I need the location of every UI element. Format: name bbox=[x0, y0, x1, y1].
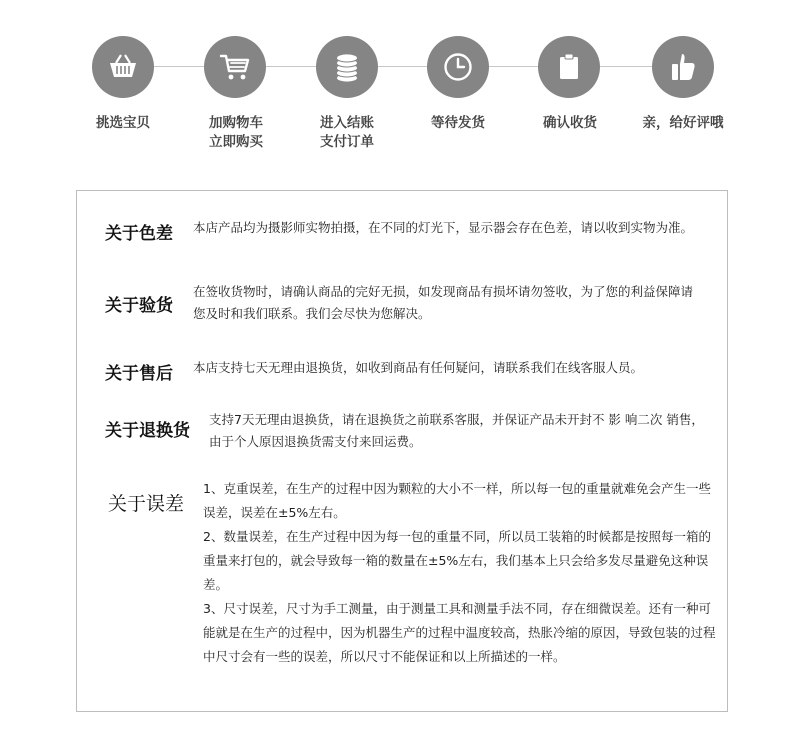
step-label-1: 挑选宝贝 bbox=[96, 115, 150, 131]
clipboard-icon bbox=[538, 36, 600, 98]
section-title-tolerance: 关于误差 bbox=[108, 493, 185, 515]
step-label-4: 等待发货 bbox=[431, 115, 485, 131]
section-title-color: 关于色差 bbox=[105, 224, 173, 244]
section-body-color: 本店产品均为摄影师实物拍摄，在不同的灯光下，显示器会存在色差，请以收到实物为准。 bbox=[193, 220, 694, 235]
step-connector bbox=[378, 66, 429, 67]
step-label-5: 确认收货 bbox=[543, 115, 597, 131]
step-label-2: 加购物车 立即购买 bbox=[209, 115, 263, 150]
thumbs-up-icon bbox=[652, 36, 714, 98]
clock-icon bbox=[427, 36, 489, 98]
section-title-return: 关于退换货 bbox=[105, 421, 190, 441]
step-connector bbox=[489, 66, 540, 67]
section-body-inspection: 在签收货物时，请确认商品的完好无损，如发现商品有损坏请勿签收，为了您的利益保障请您及时和我们联系。我们会尽快为您解决。 bbox=[193, 284, 694, 321]
step-connector bbox=[153, 66, 206, 67]
cart-icon bbox=[204, 36, 266, 98]
step-connector bbox=[600, 66, 653, 67]
step-label-3: 进入结账 支付订单 bbox=[320, 115, 374, 150]
section-body-aftersale: 本店支持七天无理由退换货，如收到商品有任何疑问，请联系我们在线客服人员。 bbox=[193, 360, 644, 375]
purchase-steps bbox=[0, 0, 790, 170]
step-label-6: 亲，给好评哦 bbox=[642, 115, 724, 131]
coins-icon bbox=[316, 36, 378, 98]
section-title-aftersale: 关于售后 bbox=[105, 364, 173, 384]
section-body-tolerance: 1、克重误差，在生产的过程中因为颗粒的大小不一样，所以每一包的重量就难免会产生一些误差，误差在±5%左右。 2、数量误差，在生产过程中因为每一包的重量不同，所以员工装箱的时候都是按照每一箱的重量来打包的，就会导致每一箱的数量在±5%左右，我们基本上只会给多发尽量避免这种误差。 3、尺寸误差，尺寸为手工测量，由于测量工具和测量手法不同，存在细微误差。还有一种可能就是在生产的过程中，因为机器生产的过程中温度较高，热胀冷缩的原因，导致包装的过程中尺寸会有一些的误差，所以尺寸不能保证和以上所描述的一样。 bbox=[203, 481, 716, 664]
step-connector bbox=[266, 66, 318, 67]
basket-icon bbox=[92, 36, 154, 98]
section-title-inspection: 关于验货 bbox=[105, 296, 173, 316]
section-body-return: 支持7天无理由退换货，请在退换货之前联系客服，并保证产品未开封不 影 响二次 销售， 由于个人原因退换货需支付来回运费。 bbox=[209, 412, 711, 449]
